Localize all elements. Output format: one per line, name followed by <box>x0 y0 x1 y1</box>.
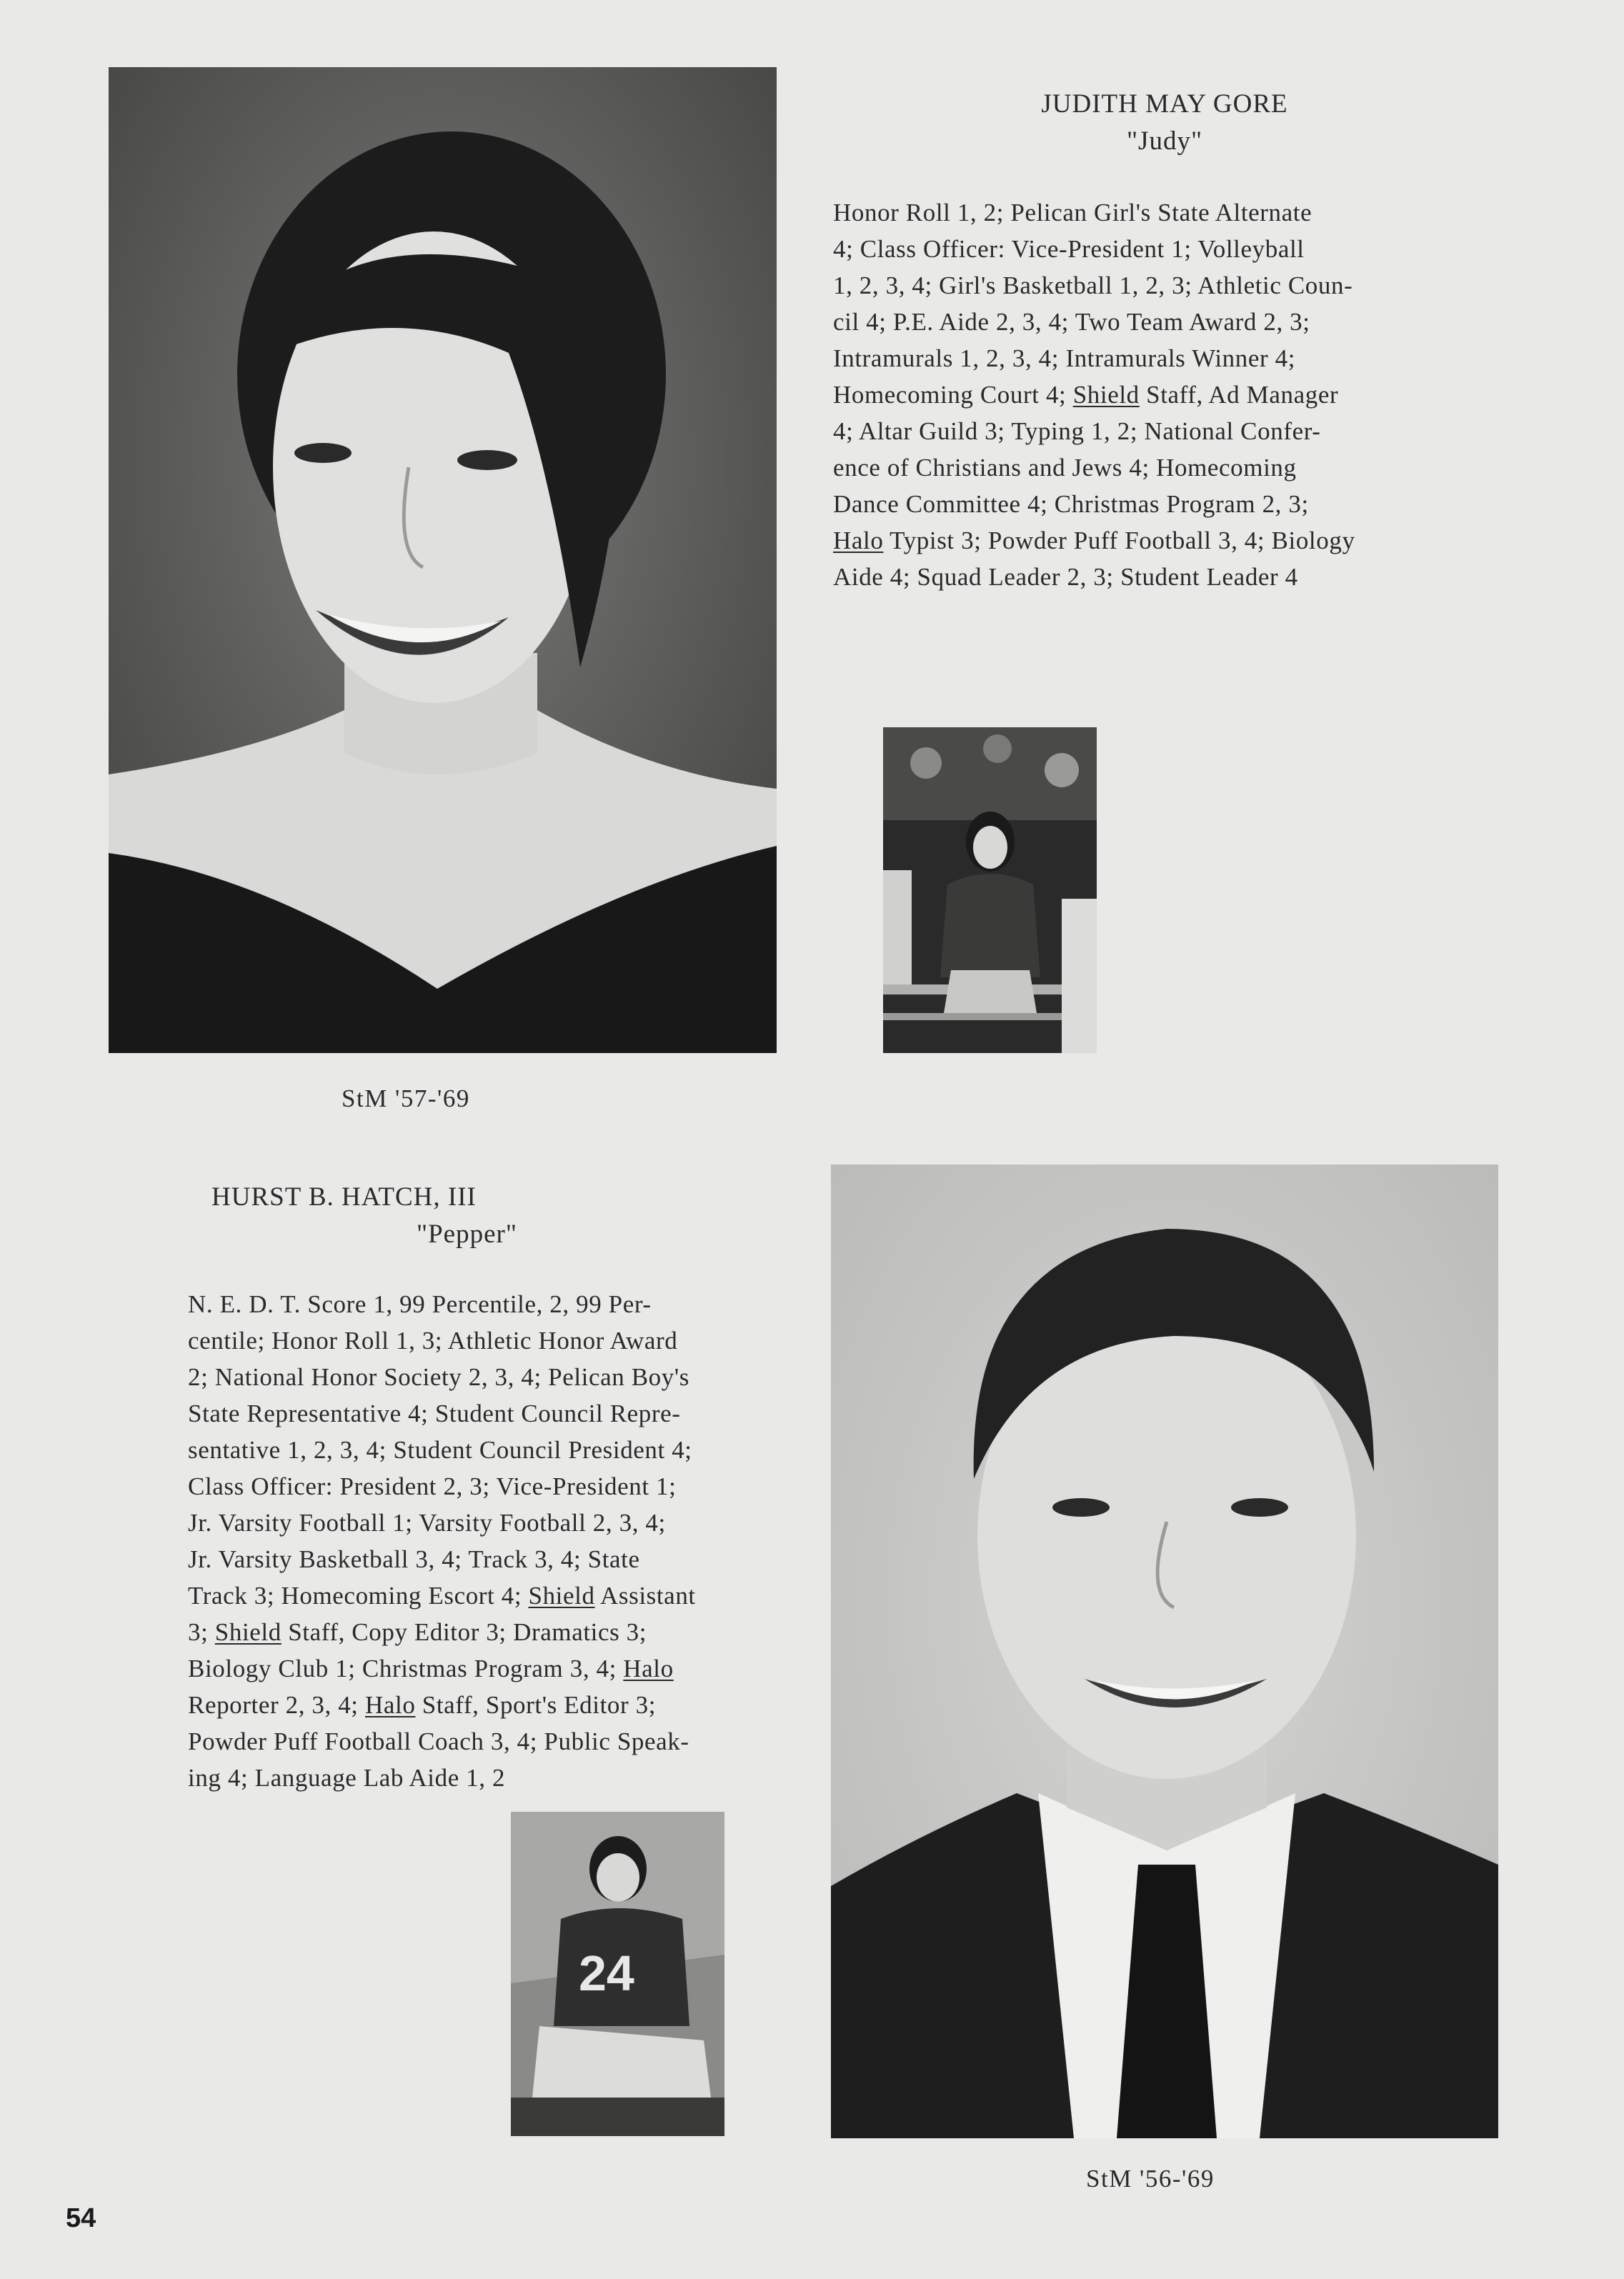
activity-text: 2; National Honor Society 2, 3, 4; Pelican Boy's <box>188 1363 689 1391</box>
activity-line <box>188 1505 802 1541</box>
activity-text: Homecoming Court 4; <box>833 381 1073 409</box>
activity-line <box>188 1760 802 1796</box>
activity-text: Powder Puff Football Coach 3, 4; Public Speak- <box>188 1727 689 1755</box>
activity-line <box>833 304 1519 340</box>
activity-text: Intramurals 1, 2, 3, 4; Intramurals Winner 4; <box>833 344 1296 372</box>
activity-text: centile; Honor Roll 1, 3; Athletic Honor Award <box>188 1327 678 1355</box>
activity-text: Honor Roll 1, 2; Pelican Girl's State Alternate <box>833 199 1312 226</box>
activity-line <box>833 340 1519 376</box>
activity-text: State Representative 4; Student Council Repre- <box>188 1400 681 1427</box>
activity-line <box>188 1432 802 1468</box>
portrait-photo-hurst <box>831 1165 1498 2138</box>
activity-line <box>188 1395 802 1432</box>
activity-text: Staff, Ad Manager <box>1139 381 1339 409</box>
activity-text: 1, 2, 3, 4; Girl's Basketball 1, 2, 3; Athletic Coun- <box>833 271 1353 299</box>
activity-text: Staff, Sport's Editor 3; <box>415 1691 657 1719</box>
activity-line <box>188 1541 802 1577</box>
publication-title: Shield <box>214 1618 282 1646</box>
student-nickname: "Judy" <box>1126 126 1203 156</box>
candid-photo-hurst <box>511 1812 724 2136</box>
activity-line <box>833 413 1519 449</box>
publication-title: Halo <box>833 527 884 554</box>
activity-text: Track 3; Homecoming Escort 4; <box>188 1582 529 1610</box>
student-activities <box>833 194 1519 595</box>
activity-line <box>833 376 1519 413</box>
activity-text: Typist 3; Powder Puff Football 3, 4; Biology <box>883 527 1355 554</box>
publication-title: Shield <box>528 1582 595 1610</box>
school-years: StM '56-'69 <box>1086 2165 1215 2193</box>
activity-line <box>833 194 1519 231</box>
candid-photo-judith <box>883 727 1097 1053</box>
activity-text: ence of Christians and Jews 4; Homecoming <box>833 454 1297 482</box>
activity-line <box>188 1650 802 1687</box>
student-activities <box>188 1286 802 1796</box>
student-nickname: "Pepper" <box>417 1220 517 1249</box>
activity-text: cil 4; P.E. Aide 2, 3, 4; Two Team Award 2, 3; <box>833 308 1310 336</box>
activity-text: Dance Committee 4; Christmas Program 2, 3; <box>833 490 1309 518</box>
publication-title: Halo <box>623 1655 674 1682</box>
activity-line <box>833 486 1519 522</box>
activity-text: 3; <box>188 1618 215 1646</box>
activity-text: Class Officer: President 2, 3; Vice-President 1; <box>188 1472 677 1500</box>
activity-line <box>833 231 1519 267</box>
activity-text: Aide 4; Squad Leader 2, 3; Student Leader 4 <box>833 563 1298 591</box>
activity-text: Jr. Varsity Football 1; Varsity Football 2, 3, 4; <box>188 1509 666 1537</box>
activity-line <box>188 1577 802 1614</box>
activity-line <box>833 559 1519 595</box>
activity-line <box>188 1359 802 1395</box>
activity-text: N. E. D. T. Score 1, 99 Percentile, 2, 99 Per- <box>188 1290 652 1318</box>
student-name: JUDITH MAY GORE <box>1041 89 1288 119</box>
page-number: 54 <box>66 2203 96 2233</box>
svg-text:24: 24 <box>579 1945 634 2001</box>
activity-line <box>833 522 1519 559</box>
publication-title: Shield <box>1072 381 1140 409</box>
activity-line <box>188 1468 802 1505</box>
activity-text: Biology Club 1; Christmas Program 3, 4; <box>188 1655 624 1682</box>
activity-line <box>833 449 1519 486</box>
activity-line <box>188 1723 802 1760</box>
activity-text: 4; Class Officer: Vice-President 1; Volleyball <box>833 235 1305 263</box>
activity-line <box>188 1614 802 1650</box>
activity-line <box>833 267 1519 304</box>
activity-line <box>188 1687 802 1723</box>
publication-title: Halo <box>364 1691 416 1719</box>
student-name: HURST B. HATCH, III <box>211 1182 477 1212</box>
activity-text: Staff, Copy Editor 3; Dramatics 3; <box>281 1618 647 1646</box>
activity-text: ing 4; Language Lab Aide 1, 2 <box>188 1764 506 1792</box>
activity-line <box>188 1286 802 1322</box>
school-years: StM '57-'69 <box>342 1084 470 1112</box>
activity-text: sentative 1, 2, 3, 4; Student Council President 4; <box>188 1436 692 1464</box>
activity-text: Assistant <box>594 1582 696 1610</box>
activity-text: Reporter 2, 3, 4; <box>188 1691 365 1719</box>
activity-text: 4; Altar Guild 3; Typing 1, 2; National Confer- <box>833 417 1321 445</box>
activity-text: Jr. Varsity Basketball 3, 4; Track 3, 4; State <box>188 1545 640 1573</box>
activity-line <box>188 1322 802 1359</box>
portrait-photo-judith <box>109 67 777 1053</box>
